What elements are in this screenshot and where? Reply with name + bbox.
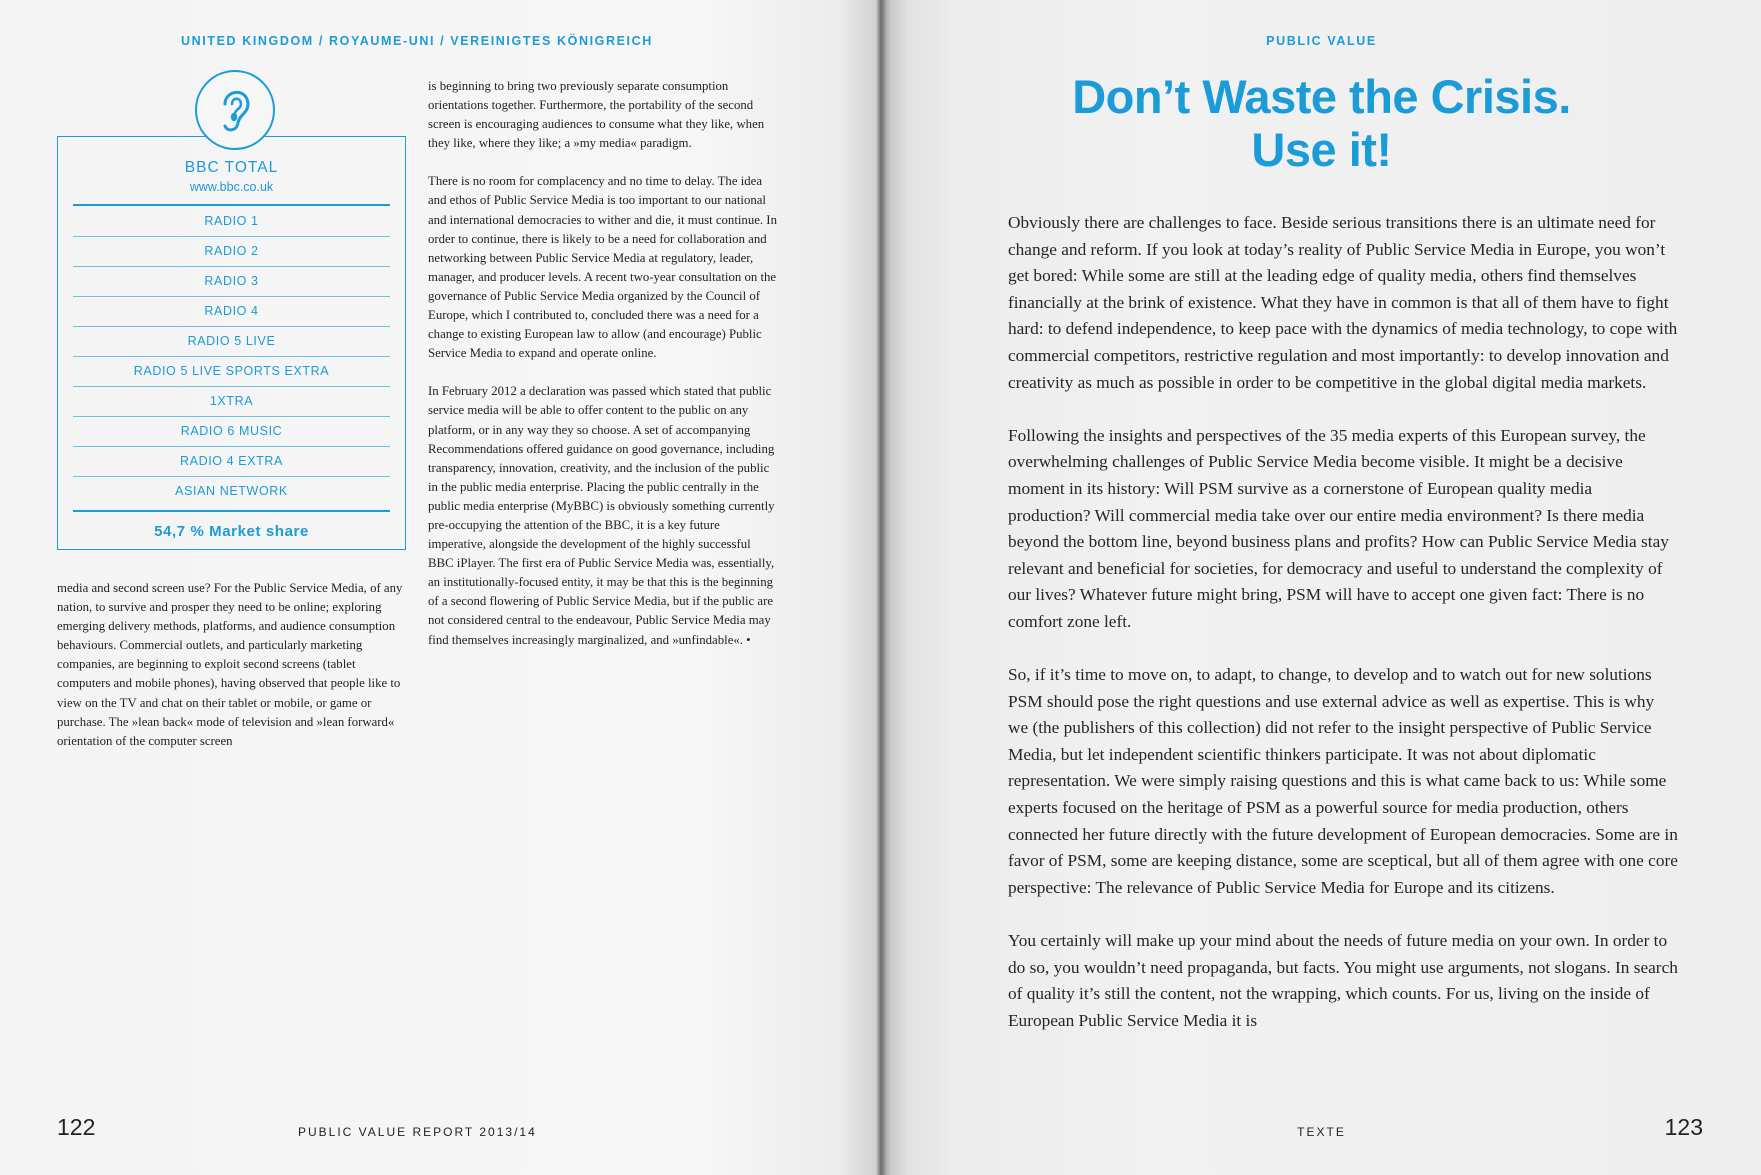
ear-icon <box>195 70 275 150</box>
article-body <box>1008 210 1678 1034</box>
left-running-header: UNITED KINGDOM / ROYAUME-UNI / VEREINIGTES KÖNIGREICH <box>181 34 653 48</box>
body-paragraph: Following the insights and perspectives of the 35 media experts of this European survey, the overwhelming challenges of Public Service Media become visible. It might be a decisive moment in its history: Will PSM survive as a cornerstone of European quality media production? Will commercial media take over our entire media environment? Is there media beyond the bottom line, beyond business plans and profits? How can Public Service Media stay relevant and beneficial for societies, for democracy and useful to understand the complexity of our lives? Whatever future might bring, PSM will have to accept one given fact: There is no comfort zone left. <box>1008 425 1669 631</box>
station-item: RADIO 5 LIVE SPORTS EXTRA <box>73 357 390 387</box>
market-share: 54,7 % Market share <box>154 523 309 540</box>
station-item: RADIO 6 MUSIC <box>73 417 390 447</box>
body-paragraph: So, if it’s time to move on, to adapt, to change, to develop and to watch out for new solutions PSM should pose the right questions and use external advice as well as expertise. This is why we (the publishers of this collection) did not refer to the insight perspective of Public Service Media, but let independent scientific thinkers participate. It was not about diplomatic representation. We were simply raising questions and this is what came back to us: While some experts focused on the heritage of PSM as a powerful source for media production, others connected her future directly with the future development of European democracies. Some are in favor of PSM, some are keeping distance, some are sceptical, but all of them agree with one core perspective: The relevance of Public Service Media for Europe and its citizens. <box>1008 665 1678 897</box>
bbc-stations-box <box>57 136 406 550</box>
station-item: RADIO 4 EXTRA <box>73 447 390 477</box>
title-line: Don’t Waste the Crisis. <box>1072 70 1571 123</box>
station-item: RADIO 1 <box>73 207 390 237</box>
box-divider <box>73 204 390 206</box>
title-line: Use it! <box>1251 123 1392 176</box>
box-url: www.bbc.co.uk <box>189 180 274 194</box>
station-list <box>73 207 390 506</box>
box-divider <box>73 510 390 512</box>
station-item: RADIO 3 <box>73 267 390 297</box>
station-item: ASIAN NETWORK <box>175 484 288 498</box>
article-title <box>882 70 1761 176</box>
body-paragraph: You certainly will make up your mind about the needs of future media on your own. In order to do so, you wouldn’t need propaganda, but facts. You might use arguments, not slogans. In search of quality it’s still the content, not the wrapping, which counts. For us, living on the inside of European Public Service Media it is <box>1008 931 1678 1030</box>
station-item: RADIO 5 LIVE <box>73 327 390 357</box>
left-column-text <box>57 579 406 751</box>
box-title: BBC TOTAL <box>184 159 279 176</box>
running-footer: PUBLIC VALUE REPORT 2013/14 <box>298 1125 537 1139</box>
right-running-header: PUBLIC VALUE <box>1266 34 1377 48</box>
page-number: 122 <box>57 1114 96 1140</box>
body-paragraph: In February 2012 a declaration was passed which stated that public service media will be able to offer content to the public on any platform, or in any way they so choose. A set of accompanying Recommendations offered guidance on good governance, including transparency, innovation, creativity, and the inclusion of the public in the public media enterprise. Placing the public centrally in the public media enterprise (MyBBC) is obviously something currently pre-occupying the attention of the BBC, it is a key future imperative, alongside the development of the highly successful BBC iPlayer. The first era of Public Service Media was, essentially, an institutionally-focused entity, it may be that this is the beginning of a second flowering of Public Service Media, but if the public are not considered central to the endeavour, Public Service Media may find themselves increasingly marginalized, and »unfindable«. • <box>428 384 775 647</box>
right-page <box>882 0 1761 1175</box>
station-item: 1XTRA <box>73 387 390 417</box>
body-paragraph: is beginning to bring two previously separate consumption orientations together. Furthermore, the portability of the second screen is encouraging audiences to consume what they like, when they like, where they like; a »my media« paradigm. <box>428 79 765 151</box>
ear-icon-graphic <box>210 82 260 138</box>
running-footer: TEXTE <box>1297 1125 1346 1139</box>
body-paragraph: There is no room for complacency and no time to delay. The idea and ethos of Public Service Media is too important to our national and international democracies to wither and die, it must continue. In order to continue, there is likely to be a need for collaboration and networking between Public Service Media at regulatory, leader, manager, and producer levels. A recent two-year consultation on the governance of Public Service Media organized by the Council of Europe, which I contributed to, concluded there was a need for a change to existing European law to allow (and encourage) Public Service Media to expand and operate online. <box>428 174 777 361</box>
station-item: RADIO 4 <box>73 297 390 327</box>
page-number: 123 <box>1664 1114 1703 1140</box>
body-paragraph: media and second screen use? For the Public Service Media, of any nation, to survive and prosper they need to be online; exploring emerging delivery methods, platforms, and audience consumption behaviours. Commercial outlets, and particularly marketing companies, are beginning to exploit second screens (tablet computers and mobile phones), having observed that people like to view on the TV and chat on their tablet or mobile, or game or purchase. The »lean back« mode of television and »lean forward« orientation of the computer screen <box>57 581 403 748</box>
book-gutter <box>876 0 886 1175</box>
body-paragraph: Obviously there are challenges to face. Beside serious transitions there is an ultimate need for change and reform. If you look at today’s reality of Public Service Media in Europe, you won’t get bored: While some are still at the leading edge of quality media, others find themselves financially at the brink of existence. What they have in common is that all of them have to fight hard: to defend independence, to keep pace with the dynamics of media technology, to cope with commercial competitors, restrictive regulation and most importantly: to develop innovation and creativity as much as possible in order to be competitive in the global digital media markets. <box>1008 213 1678 392</box>
right-column-text <box>428 77 777 650</box>
station-item: RADIO 2 <box>73 237 390 267</box>
